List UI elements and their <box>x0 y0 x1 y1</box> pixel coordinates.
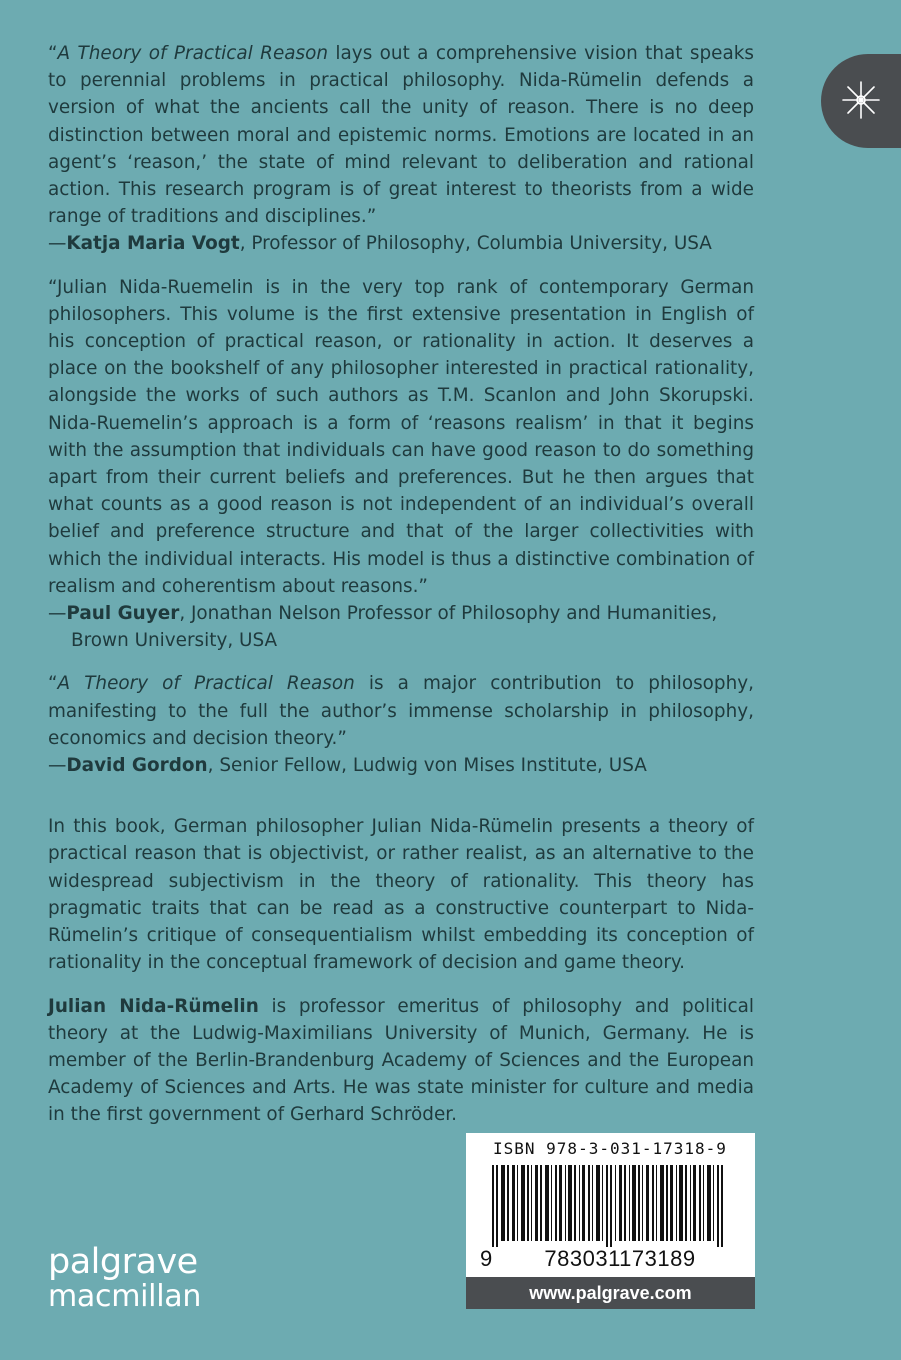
isbn-barcode <box>466 1133 755 1309</box>
barcode-first-digit: 9 <box>480 1246 493 1271</box>
barcode-bars <box>492 1165 732 1247</box>
publisher-logo-line1: palgrave <box>48 1242 198 1282</box>
springer-tab <box>821 54 901 148</box>
barcode-digits: 783031173189 <box>544 1246 696 1271</box>
publisher-url[interactable]: www.palgrave.com <box>466 1277 755 1309</box>
quote-3: “A Theory of Practical Reason is a major contribution to philosophy, manifesting to the full the author’s immense scholarship in philosophy, economics and decision theory.” <box>48 673 754 749</box>
quote-1: “A Theory of Practical Reason lays out a comprehensive vision that speaks to perennial problems in practical philosophy. Nida-Rümelin defends a version of what the ancients call the unity of reason. There is no deep distinction between moral and epistemic norms. Emotions are located in an agent’s ‘reason,’ the state of mind relevant to deliberation and rational action. This research program is of great interest to theorists from a wide range of traditions and disciplines.” <box>48 43 754 228</box>
quote-2: “Julian Nida-Ruemelin is in the very top rank of contemporary German philosophers. This volume is the first extensive presentation in English of his conception of practical reason, or rationality in action. It deserves a place on the bookshelf of any philosopher interested in practical rationality, alongside the works of such authors as T.M. Scanlon and John Skorupski. Nida-Ruemelin’s approach is a form of ‘reasons realism’ in that it begins with the assumption that individuals can have good reason to do something apart from their current beliefs and preferences. But he then argues that what counts as a good reason is not independent of an individual’s overall belief and preference structure and that of the larger collectivities with which the individual interacts. His model is thus a distinctive combination of realism and coherentism about reasons.” <box>48 276 754 597</box>
back-cover-text <box>48 40 754 1129</box>
isbn-label: ISBN 978-3-031-17318-9 <box>493 1139 727 1158</box>
quote-3-title: A Theory of Practical Reason <box>57 673 355 695</box>
quote-3-attribution: —David Gordon, Senior Fellow, Ludwig von Mises Institute, USA <box>48 755 647 777</box>
quote-3-author: David Gordon <box>66 755 208 777</box>
quote-1-author: Katja Maria Vogt <box>66 233 240 255</box>
book-description: In this book, German philosopher Julian Nida-Rümelin presents a theory of practical reason that is objectivist, or rather realist, as an alternative to the widespread subjectivism in the theory of rationality. This theory has pragmatic traits that can be read as a constructive counterpart to Nida-Rümelin’s critique of consequentialism whilst embedding its conception of rationality in the conceptual framework of decision and game theory. <box>48 816 754 974</box>
publisher-logo-line2: macmillan <box>48 1279 202 1314</box>
quote-1-attribution: —Katja Maria Vogt, Professor of Philosophy, Columbia University, USA <box>48 233 712 255</box>
quote-2-attribution: —Paul Guyer, Jonathan Nelson Professor of Philosophy and Humanities, Brown University, USA <box>48 603 718 652</box>
author-bio: Julian Nida-Rümelin is professor emeritus of philosophy and political theory at the Ludwig-Maximilians University of Munich, Germany. He is member of the Berlin-Brandenburg Academy of Sciences and the European Academy of Sciences and Arts. He was state minister for culture and media in the first government of Gerhard Schröder. <box>48 995 754 1126</box>
barcode-number <box>480 1246 742 1272</box>
spark-icon <box>839 78 883 122</box>
quote-2-author: Paul Guyer <box>66 603 180 625</box>
quote-1-title: A Theory of Practical Reason <box>57 43 329 64</box>
publisher-logo <box>48 1243 201 1313</box>
author-bio-name: Julian Nida-Rümelin <box>48 995 259 1017</box>
